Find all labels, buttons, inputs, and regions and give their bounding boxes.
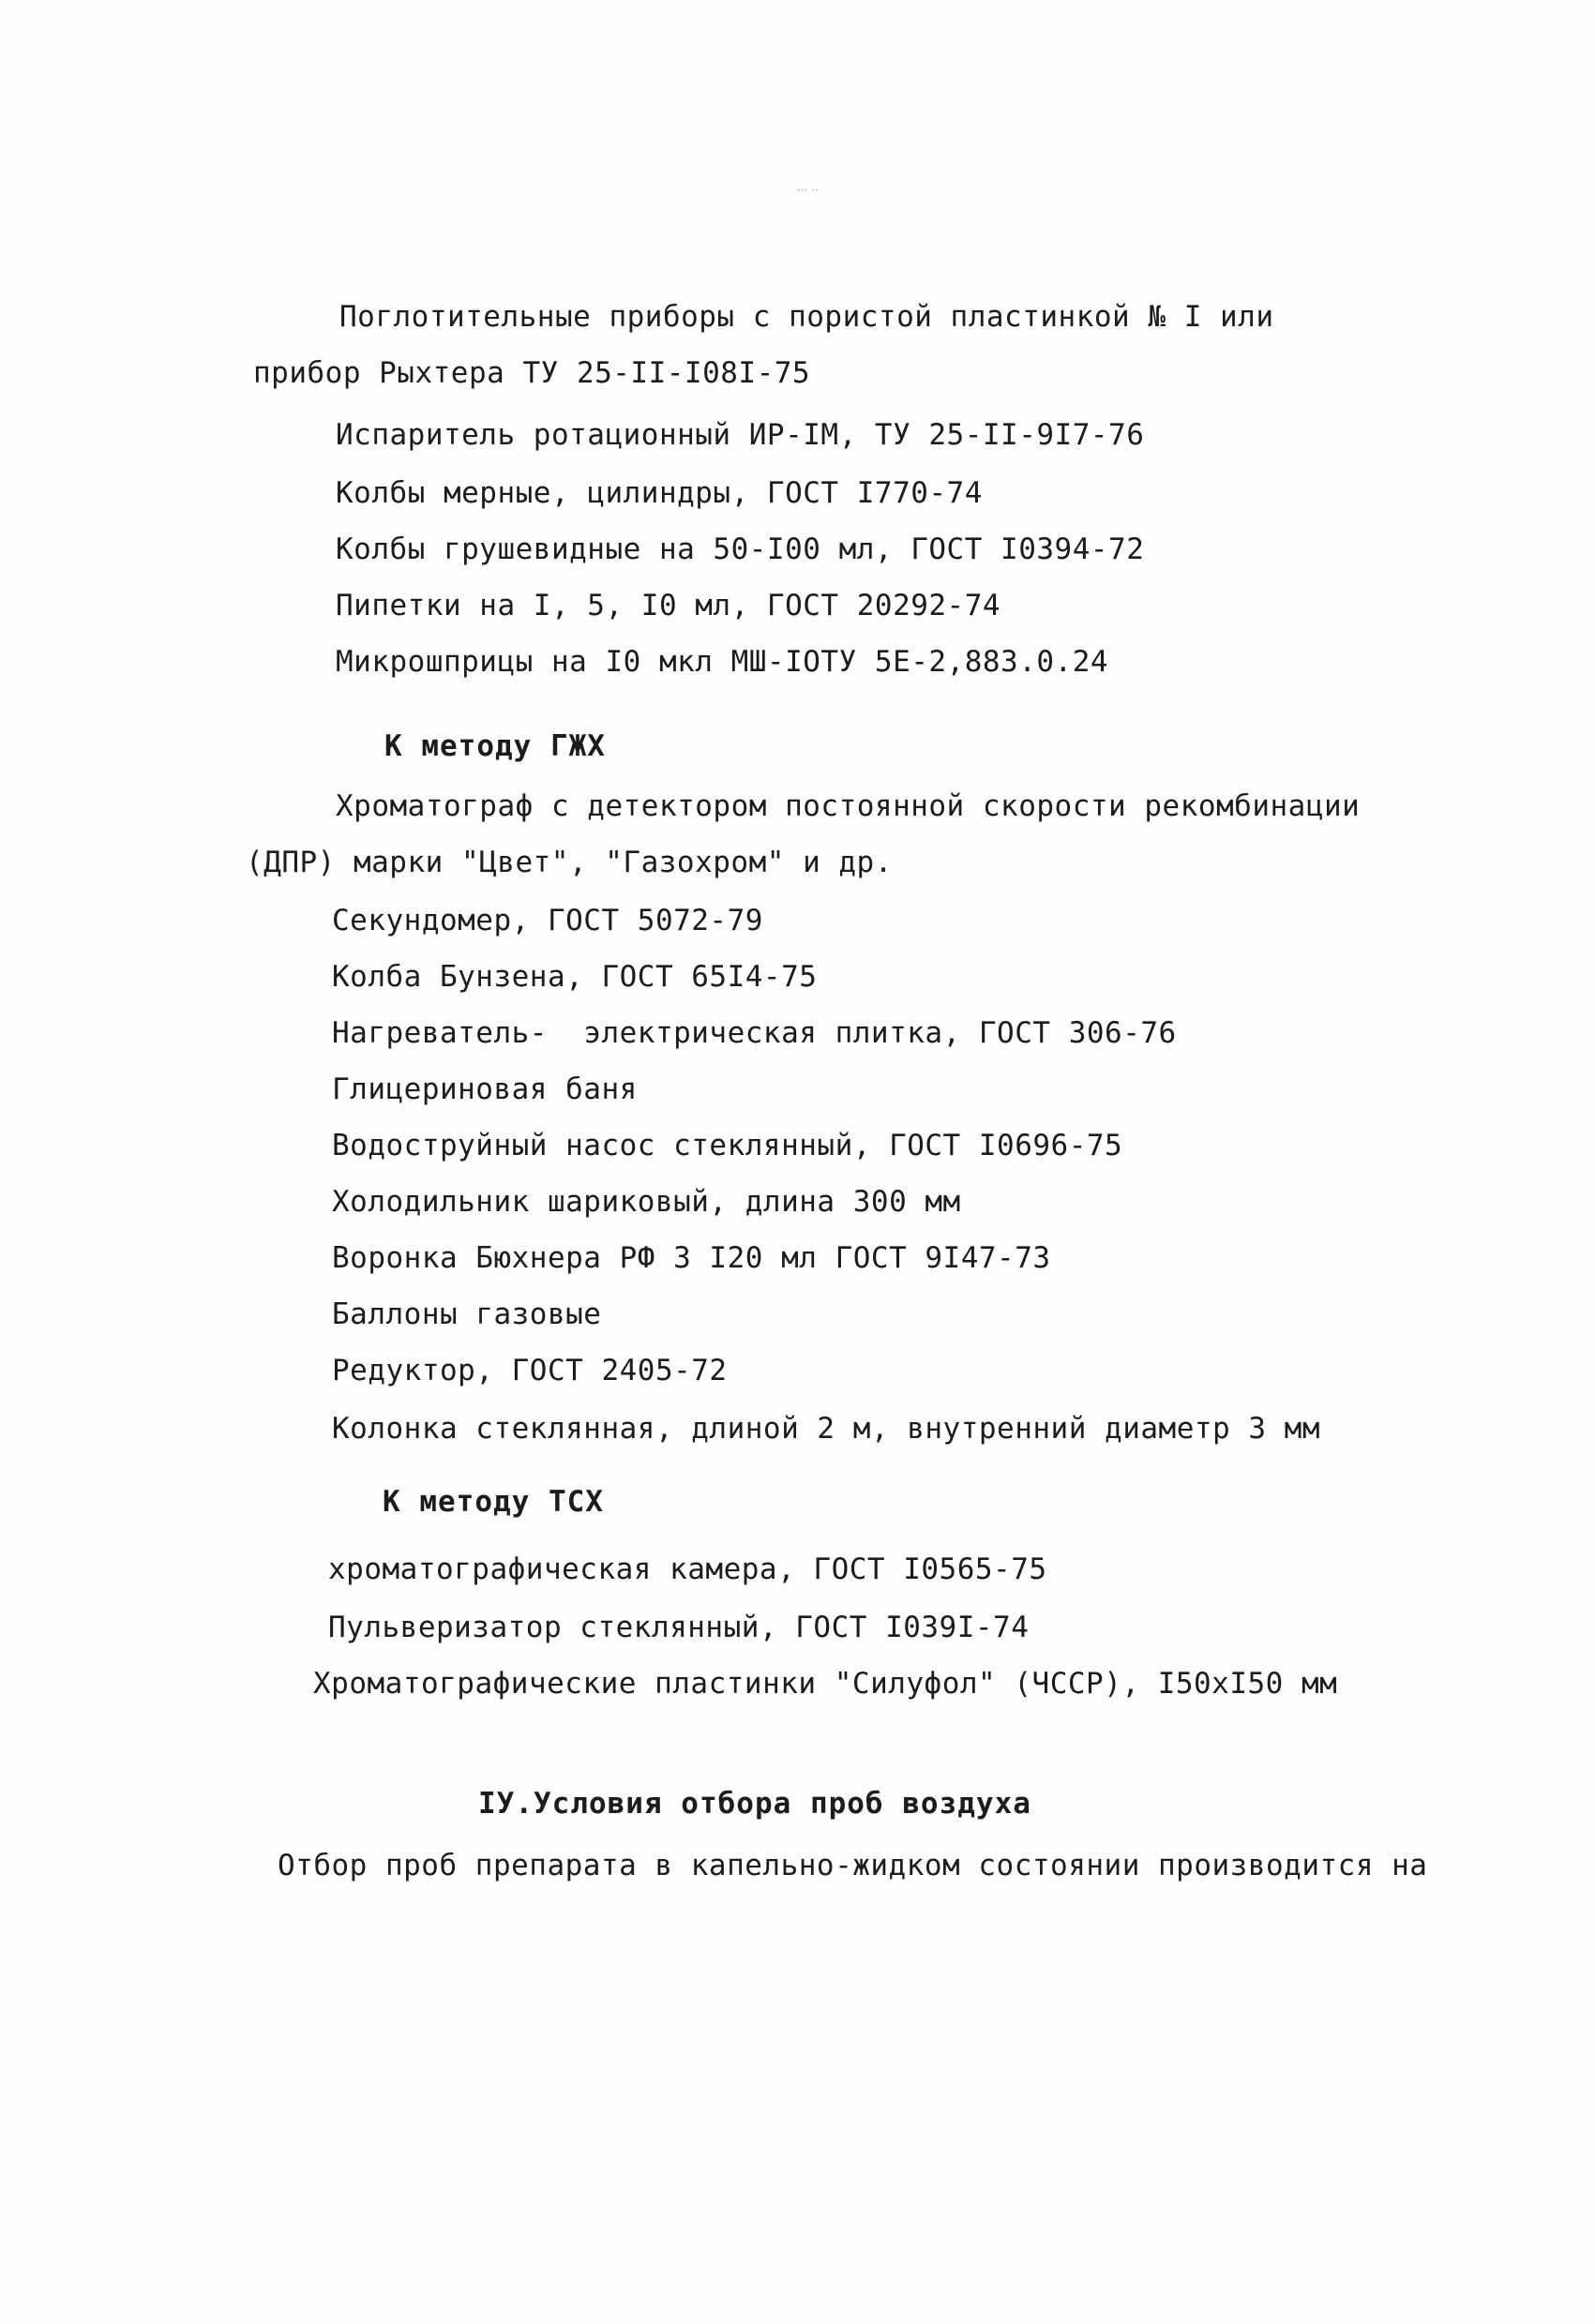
- equipment-line: Редуктор, ГОСТ 2405-72: [332, 1354, 728, 1387]
- equipment-line: Глицериновая баня: [332, 1072, 638, 1106]
- equipment-line: Колонка стеклянная, длиной 2 м, внутренний диаметр 3 мм: [332, 1412, 1320, 1446]
- equipment-line: Микрошприцы на I0 мкл МШ-IОТУ 5Е-2,883.0.24: [336, 645, 1109, 679]
- equipment-line: (ДПР) марки "Цвет", "Газохром" и др.: [246, 846, 893, 879]
- equipment-line: Колбы грушевидные на 50-I00 мл, ГОСТ I0394-72: [336, 532, 1145, 566]
- equipment-line: Воронка Бюхнера РФ 3 I20 мл ГОСТ 9I47-73: [332, 1241, 1051, 1275]
- section-heading-tskh: К методу ТСХ: [383, 1485, 604, 1519]
- equipment-line: Холодильник шариковый, длина 300 мм: [332, 1185, 961, 1219]
- equipment-line: Нагреватель- электрическая плитка, ГОСТ 306-76: [332, 1016, 1177, 1050]
- equipment-line: Испаритель ротационный ИР-IМ, ТУ 25-II-9I7-76: [336, 418, 1145, 452]
- equipment-line: Колба Бунзена, ГОСТ 65I4-75: [332, 960, 818, 994]
- paragraph-text: Отбор проб препарата в капельно-жидком состоянии производится на: [278, 1849, 1428, 1882]
- equipment-line: Водоструйный насос стеклянный, ГОСТ I0696-75: [332, 1129, 1123, 1162]
- equipment-line: хроматографическая камера, ГОСТ I0565-75: [328, 1552, 1047, 1586]
- equipment-line: Пульверизатор стеклянный, ГОСТ I039I-74: [328, 1611, 1030, 1644]
- equipment-line: прибор Рыхтера ТУ 25-II-I08I-75: [253, 356, 811, 390]
- equipment-line: Хроматограф с детектором постоянной скорости рекомбинации: [336, 789, 1361, 823]
- equipment-line: Поглотительные приборы с пористой пластинкой № I или: [339, 300, 1274, 334]
- equipment-line: Колбы мерные, цилиндры, ГОСТ I770-74: [336, 476, 983, 510]
- equipment-line: Хроматографические пластинки "Силуфол" (ЧССР), I50хI50 мм: [313, 1667, 1338, 1701]
- equipment-line: Секундомер, ГОСТ 5072-79: [332, 904, 763, 937]
- section-heading-iv: IУ.Условия отбора проб воздуха: [478, 1787, 1031, 1821]
- section-heading-gzhkh: К методу ГЖХ: [384, 729, 606, 763]
- scan-artifact: ··· ··: [797, 184, 819, 197]
- equipment-line: Баллоны газовые: [332, 1297, 602, 1331]
- equipment-line: Пипетки на I, 5, I0 мл, ГОСТ 20292-74: [336, 589, 1001, 622]
